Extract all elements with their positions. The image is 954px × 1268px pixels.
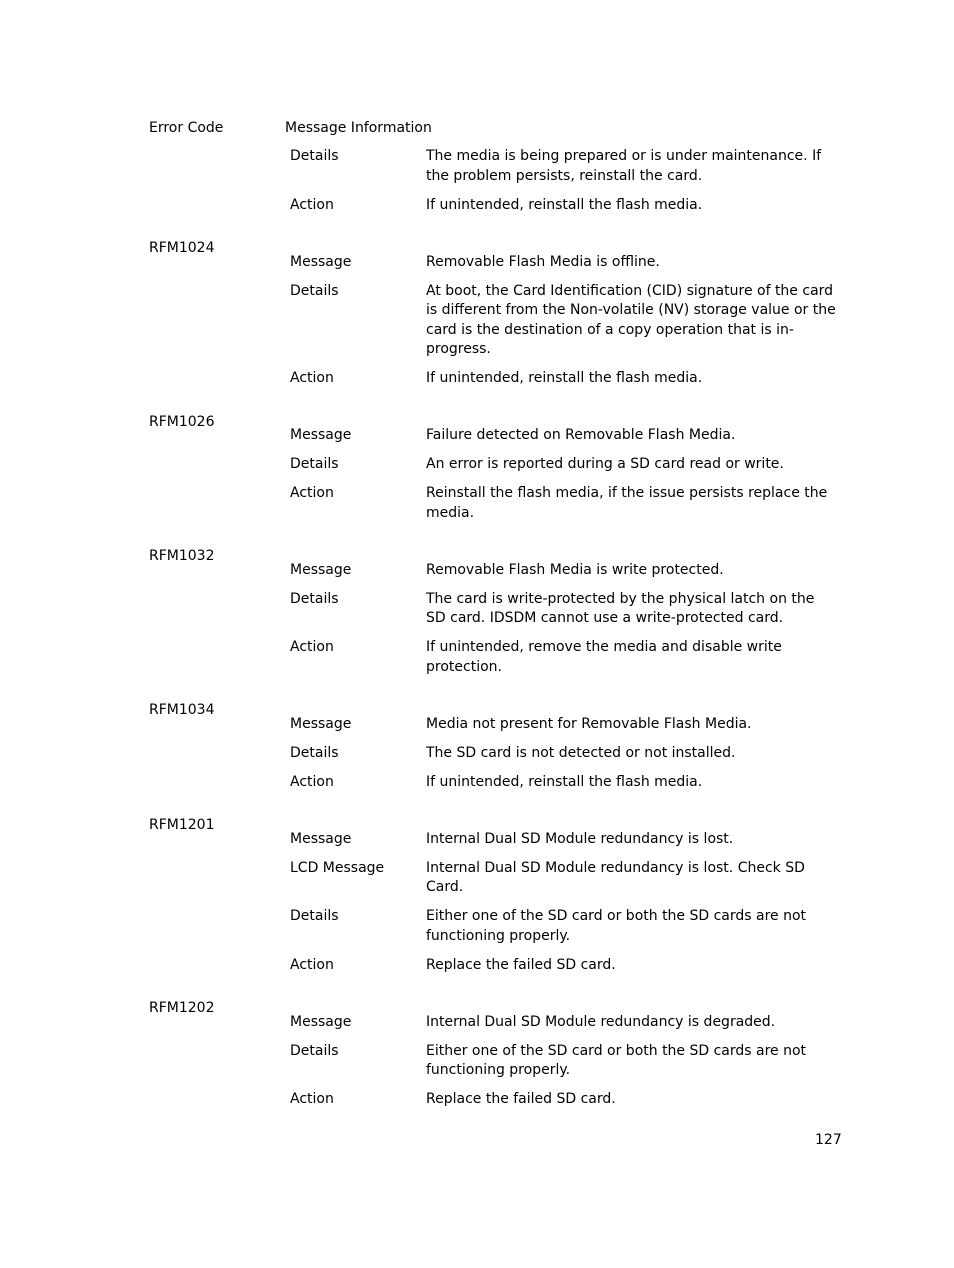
info-value: An error is reported during a SD card read or write. [426, 456, 784, 472]
error-code-list [149, 147, 849, 1134]
info-label: Details [290, 744, 339, 761]
info-row [149, 907, 849, 946]
info-value: Removable Flash Media is write protected. [426, 561, 724, 578]
info-row [149, 1090, 849, 1110]
info-label: LCD Message [290, 859, 385, 876]
info-label: Message [290, 253, 352, 270]
info-value: Media not present for Removable Flash Media. [426, 715, 752, 732]
info-label: Action [290, 773, 334, 790]
error-code: RFM1201 [149, 817, 215, 833]
info-value: If unintended, reinstall the flash media. [426, 773, 703, 790]
info-row [149, 253, 849, 273]
info-label: Action [290, 196, 334, 213]
error-entry [149, 413, 849, 524]
info-label: Action [290, 1091, 334, 1107]
table-header [149, 119, 849, 139]
error-entry [149, 547, 849, 677]
info-row [149, 744, 849, 764]
error-code-column-header: Error Code [149, 120, 224, 136]
info-label: Details [290, 282, 339, 299]
info-row [149, 484, 849, 523]
info-value: Replace the failed SD card. [426, 1091, 616, 1107]
info-value: Either one of the SD card or both the SD cards are not functioning properly. [426, 1042, 807, 1078]
info-value: Internal Dual SD Module redundancy is lost. [426, 830, 734, 847]
info-row [149, 1042, 849, 1081]
message-information-column-header: Message Information [285, 120, 432, 136]
message-information [149, 561, 849, 678]
info-row [149, 638, 849, 677]
error-code: RFM1202 [149, 1000, 215, 1016]
page-number: 127 [815, 1132, 842, 1148]
info-value: Reinstall the flash media, if the issue persists replace the media. [426, 485, 828, 521]
message-information [149, 830, 849, 976]
error-entry [149, 999, 849, 1110]
info-row [149, 773, 849, 793]
info-value: The media is being prepared or is under maintenance. If the problem persists, reinstall the card. [426, 148, 822, 184]
info-row [149, 859, 849, 898]
error-entry [149, 239, 849, 389]
info-label: Message [290, 1013, 352, 1030]
info-label: Message [290, 561, 352, 578]
info-value: The card is write-protected by the physical latch on the SD card. IDSDM cannot use a write-protected card. [426, 590, 815, 626]
info-row [149, 282, 849, 360]
info-row [149, 196, 849, 216]
error-code: RFM1024 [149, 240, 215, 256]
info-label: Message [290, 715, 352, 732]
info-value: Failure detected on Removable Flash Media. [426, 427, 736, 443]
message-information [149, 426, 849, 523]
error-entry [149, 816, 849, 975]
info-row [149, 369, 849, 389]
info-value: Internal Dual SD Module redundancy is lost. Check SD Card. [426, 859, 805, 895]
info-value: Internal Dual SD Module redundancy is degraded. [426, 1013, 776, 1030]
info-value: If unintended, remove the media and disable write protection. [426, 639, 782, 675]
info-label: Action [290, 370, 334, 386]
info-row [149, 830, 849, 850]
info-label: Message [290, 830, 352, 847]
error-code: RFM1026 [149, 413, 215, 430]
info-row [149, 715, 849, 735]
error-entry [149, 147, 849, 215]
info-label: Message [290, 427, 352, 443]
info-row [149, 455, 849, 475]
info-value: At boot, the Card Identification (CID) signature of the card is different from the Non-volatile (NV) storage value or the card is the destination of a copy operation that is in-progress. [426, 282, 836, 357]
info-value: Removable Flash Media is offline. [426, 253, 660, 270]
info-row [149, 1013, 849, 1033]
info-label: Action [290, 956, 334, 973]
error-code: RFM1032 [149, 548, 215, 564]
message-information [149, 253, 849, 389]
message-information [149, 147, 849, 215]
info-row [149, 426, 849, 446]
info-row [149, 956, 849, 976]
info-value: If unintended, reinstall the flash media. [426, 370, 703, 386]
info-label: Details [290, 1042, 339, 1059]
info-row [149, 590, 849, 629]
info-label: Details [290, 456, 339, 472]
info-value: If unintended, reinstall the flash media. [426, 196, 703, 213]
info-row [149, 561, 849, 581]
info-label: Action [290, 485, 334, 501]
error-code: RFM1034 [149, 702, 215, 718]
error-entry [149, 701, 849, 792]
message-information [149, 715, 849, 793]
info-value: Either one of the SD card or both the SD cards are not functioning properly. [426, 908, 807, 944]
info-row [149, 147, 849, 186]
message-information [149, 1013, 849, 1110]
info-value: Replace the failed SD card. [426, 956, 616, 973]
info-label: Details [290, 148, 339, 164]
info-label: Details [290, 908, 339, 924]
info-label: Details [290, 590, 339, 607]
info-label: Action [290, 639, 334, 655]
info-value: The SD card is not detected or not installed. [426, 744, 736, 761]
